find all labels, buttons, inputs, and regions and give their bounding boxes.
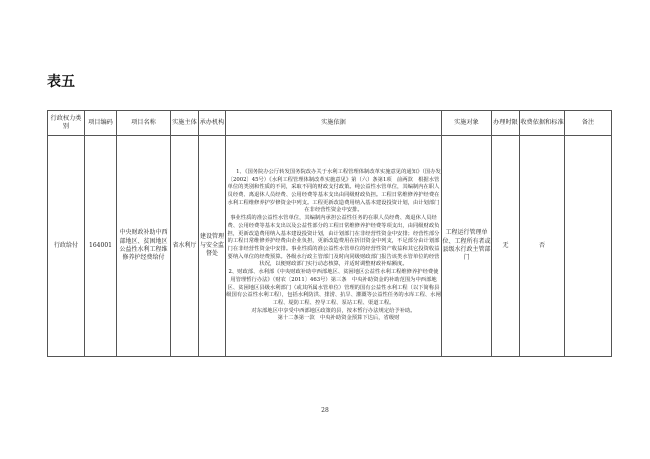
header-target: 实施对象	[442, 111, 492, 136]
cell-basis	[226, 136, 442, 357]
table-row	[48, 136, 612, 357]
basis-paragraph: 事业性质的准公益性水管单位，其编制内承担公益性任务的在职人员经费、离退休人员经费、公用经费等基本支出以及公益性部分的工程日常维修养护经费等项支出，由同级财政负担，更新改造费用纳入基本建设投资计划，由计划部门在非经营性资金中安排；经营性部分的工程日常维修养护经费由企业负担，更新改造费用在折旧资金中列支，不足部分由计划部门在非经营性资金中安排。事业性质的准公益性水管单位的经营性资产收益和其它投资收益要纳入单位的经费预算。各级水行政主管部门及时向同级财政部门报告该类水管单位的经营状况，以便财政部门实行动态核算，并适时调整财政补贴额度。	[227, 215, 440, 268]
header-fee: 收费依据和标准	[520, 111, 565, 136]
cell-code: 164001	[85, 136, 117, 357]
cell-name: 中央财政补助中西部地区、贫困地区公益性水利工程维修养护经费给付	[117, 136, 171, 357]
cell-subject: 省水利厅	[171, 136, 199, 357]
header-time-limit: 办理时限	[492, 111, 520, 136]
header-name: 项目名称	[117, 111, 171, 136]
cell-time-limit: 无	[492, 136, 520, 357]
page-number: 28	[321, 407, 329, 414]
page-title: 表五	[47, 74, 75, 90]
header-subject: 实施主体	[171, 111, 199, 136]
cell-fee: 否	[520, 136, 565, 357]
basis-paragraph: 第十二条第一款 中央补助资金预算下达后，省级财	[277, 315, 400, 322]
power-list-table	[47, 110, 612, 357]
header-code: 项目编码	[85, 111, 117, 136]
cell-category: 行政给付	[48, 136, 85, 357]
basis-paragraph: 1、《国务院办公厅转发国务院改办关于水利工程管理体制改革实施意见的通知》（国办发〔2002〕45号）《水利工程管理体制改革实施意见》第（六）条第1项 前两款 根据水管单位的类别和性质的不同，采取不同的财政支付政策。纯公益性水管单位，其编制内在职人员经费、离退休人员经费、公用经费等基本支出由同级财政负担。工程日常维修养护经费在水利工程维修养护岁修资金中列支。工程更新改造费用纳入基本建设投资计划，由计划部门在非经营性资金中安排。	[227, 168, 441, 214]
header-agency: 承办机构	[199, 111, 226, 136]
cell-remark	[565, 136, 612, 357]
header-category: 行政权力类别	[48, 111, 85, 136]
header-row	[48, 111, 612, 136]
header-basis: 实施依据	[226, 111, 442, 136]
header-remark: 备注	[565, 111, 612, 136]
basis-paragraph: 2、财政部、水利部《中央财政补助中西部地区、贫困地区公益性水利工程维修养护经费使用管理暂行办法》（财农〔2011〕463号）第三条 中央补助资金的补助范围为中西部地区、贫困地区县级水利部门（或其所属水管单位）管理的国有公益性水利工程（以下简称县级国有公益性水利工程），包括水利防洪、排涝、抗旱、灌溉等公益性任务的水库工程、水闸工程、堤防工程、控导工程、泵站工程、渠道工程。	[226, 269, 441, 306]
basis-paragraph: 对东部地区中享受中西部地区政策的县，按本暂行办法规定给予补助。	[251, 307, 416, 314]
cell-target: 工程运行管理单位、工程所有者或县级水行政主管部门	[442, 136, 492, 357]
cell-agency: 建设管理与安全监督处	[199, 136, 226, 357]
